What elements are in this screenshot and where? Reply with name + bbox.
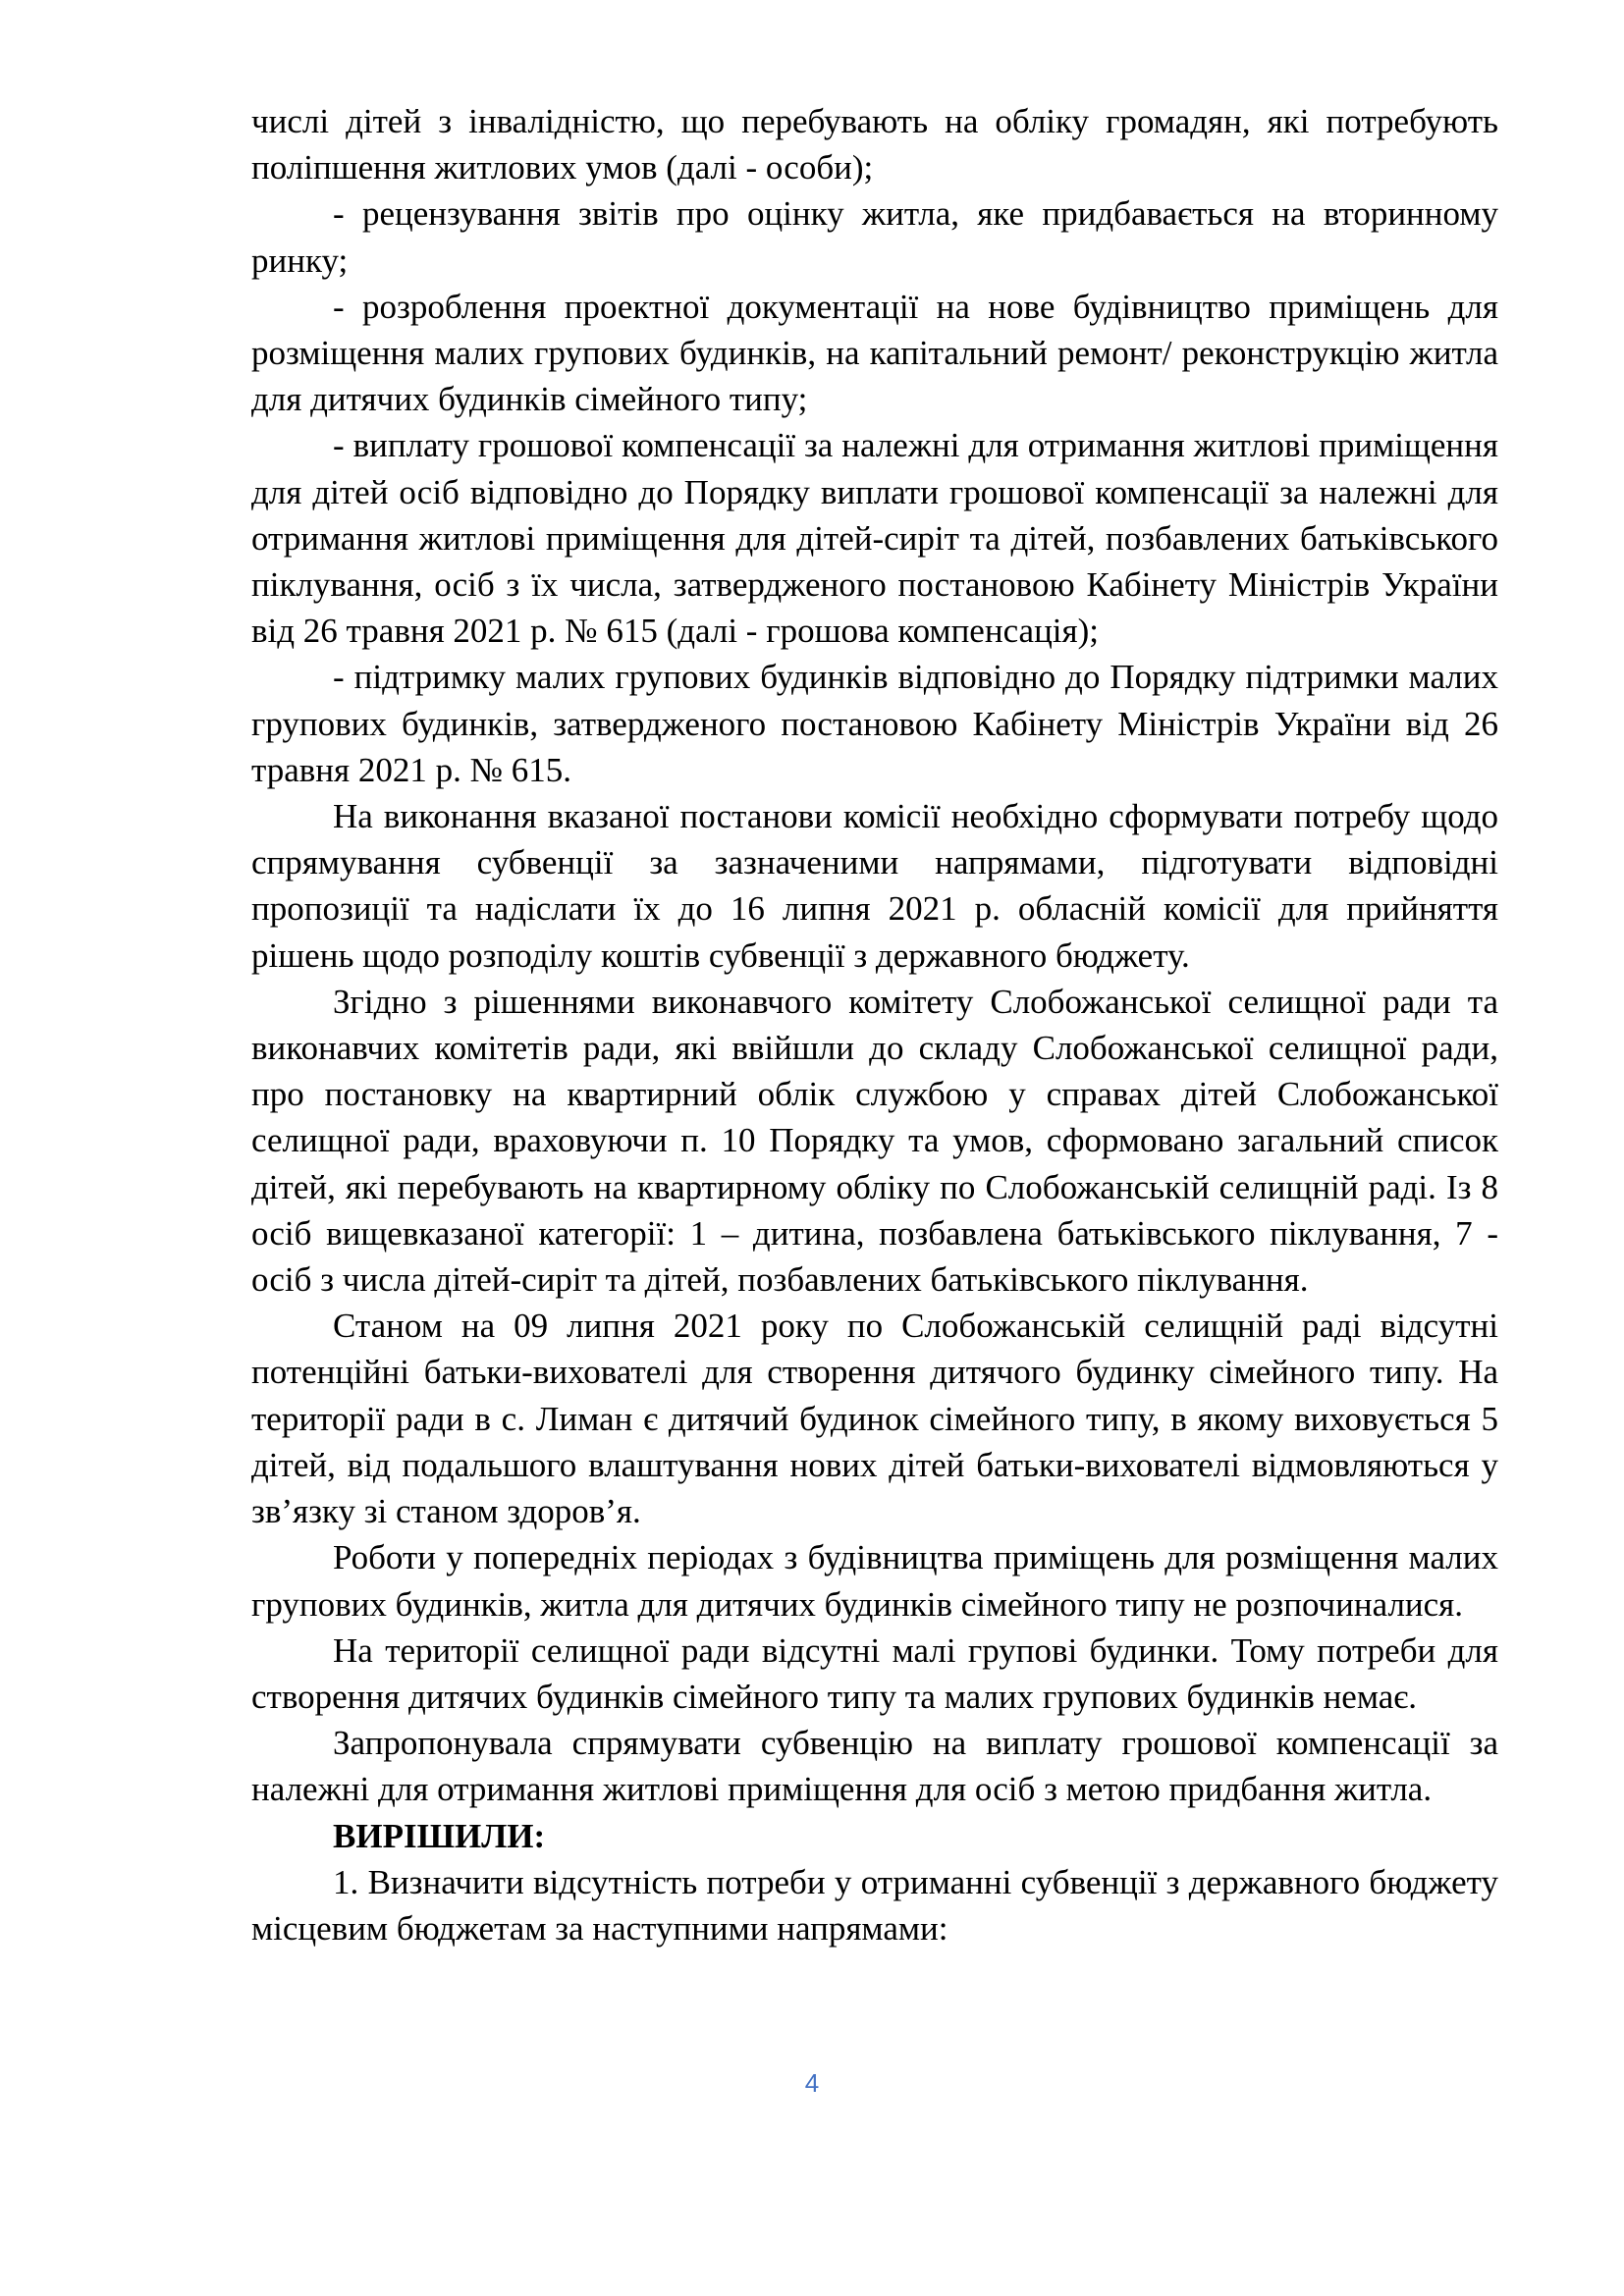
paragraph-no-group-homes: На території селищної ради відсутні малі групові будинки. Тому потреби для створення дитячих будинків сімейного типу та малих групових будинків немає. [251, 1630, 1498, 1716]
paragraph-foster-parents: Станом на 09 липня 2021 року по Слобожанській селищній раді відсутні потенційні батьки-вихователі для створення дитячого будинку сімейного типу. На території ради в с. Лиман є дитячий будинок сімейного типу, в якому виховується 5 дітей, від подальшого влаштування нових дітей батьки-вихователі відмовляються у зв’язку зі станом здоров’я. [251, 1307, 1498, 1531]
paragraph-housing-register: Згідно з рішеннями виконавчого комітету Слобожанської селищної ради та виконавчих комітетів ради, які ввійшли до складу Слобожанської селищної ради, про постановку на квартирний облік службою у справах дітей Слобожанської селищної ради, враховуючи п. 10 Порядку та умов, сформовано загальний список дітей, які перебувають на квартирному обліку по Слобожанській селищній раді. Із 8 осіб вищевказаної категорії: 1 – дитина, позбавлена батьківського піклування, 7 - осіб з числа дітей-сиріт та дітей, позбавлених батьківського піклування. [251, 982, 1498, 1300]
paragraph-project-documentation: - розроблення проектної документації на нове будівництво приміщень для розміщення малих групових будинків, на капітальний ремонт/ реконструкцію житла для дитячих будинків сімейного типу; [251, 287, 1498, 419]
paragraph-monetary-compensation: - виплату грошової компенсації за належні для отримання житлові приміщення для дітей осіб відповідно до Порядку виплати грошової компенсації за належні для отримання житлові приміщення для дітей-сиріт та дітей, позбавлених батьківського піклування, осіб з їх числа, затвердженого постановою Кабінету Міністрів України від 26 травня 2021 р. № 615 (далі - грошова компенсація); [251, 426, 1498, 651]
document-body [251, 98, 1498, 1951]
paragraph-commission-resolution: На виконання вказаної постанови комісії необхідно сформувати потребу щодо спрямування субвенції за зазначеними напрямами, підготувати відповідні пропозиції та надіслати їх до 16 липня 2021 р. обласній комісії для прийняття рішень щодо розподілу коштів субвенції з державного бюджету. [251, 797, 1498, 975]
paragraph-construction-works: Роботи у попередніх періодах з будівництва приміщень для розміщення малих групових будинків, житла для дитячих будинків сімейного типу не розпочиналися. [251, 1538, 1498, 1624]
paragraph-small-group-homes-support: - підтримку малих групових будинків відповідно до Порядку підтримки малих групових будинків, затвердженого постановою Кабінету Міністрів України від 26 травня 2021 р. № 615. [251, 658, 1498, 789]
page-number: 4 [804, 2068, 820, 2098]
decision-item-1: 1. Визначити відсутність потреби у отриманні субвенції з державного бюджету місцевим бюджетам за наступними напрямами: [251, 1862, 1498, 1948]
paragraph-continuation: числі дітей з інвалідністю, що перебувають на обліку громадян, які потребують поліпшення житлових умов (далі - особи); [251, 102, 1498, 187]
decision-heading: ВИРІШИЛИ: [333, 1816, 546, 1855]
paragraph-proposal: Запропонувала спрямувати субвенцію на виплату грошової компенсації за належні для отримання житлові приміщення для осіб з метою придбання житла. [251, 1724, 1498, 1809]
paragraph-review-reports: - рецензування звітів про оцінку житла, яке придбавається на вторинному ринку; [251, 194, 1498, 280]
